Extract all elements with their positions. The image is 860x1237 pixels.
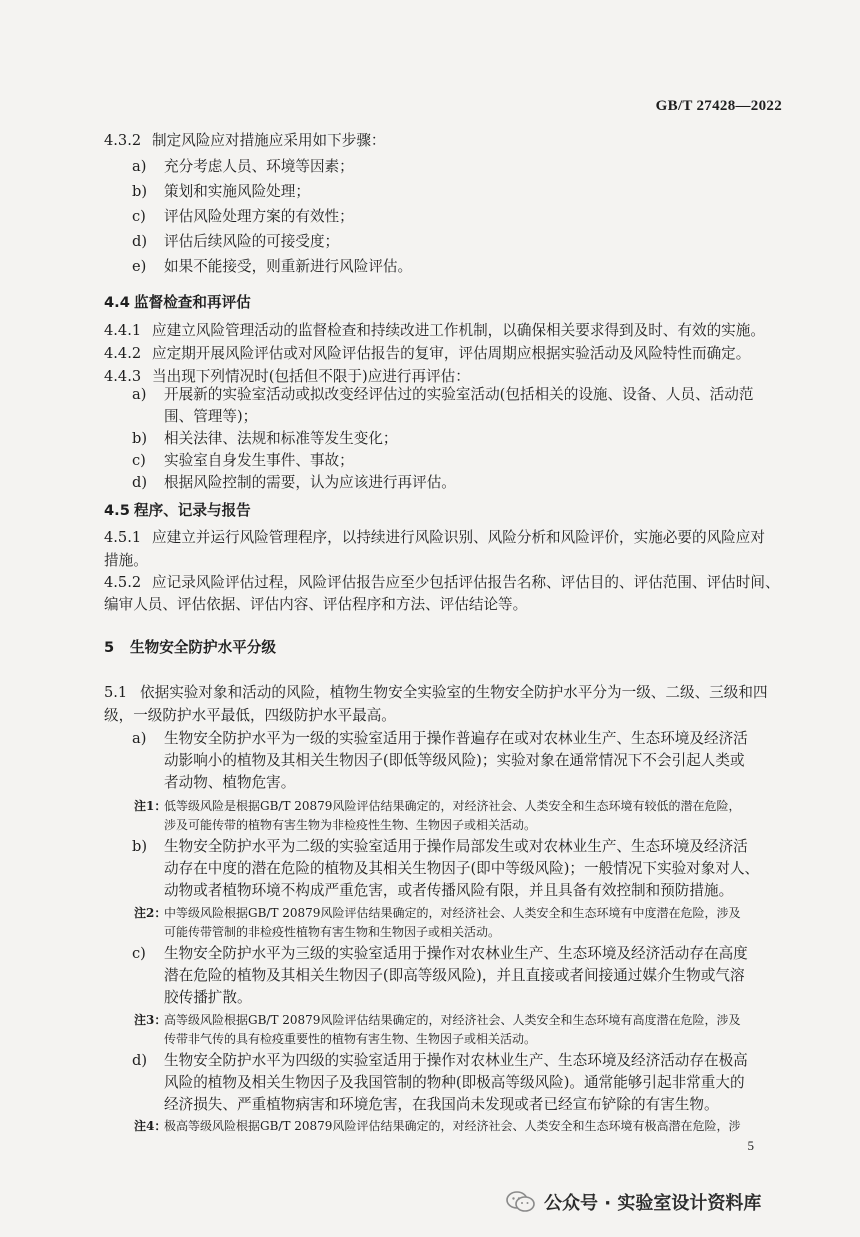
watermark xyxy=(506,1188,761,1216)
note-text: 中等级风险根据GB/T 20879风险评估结果确定的，对经济社会、人类安全和生态环境有中度潜在危险，涉及 xyxy=(164,906,741,920)
list-text: 生物安全防护水平为一级的实验室适用于操作普遍存在或对农林业生产、生态环境及经济活 xyxy=(164,730,748,747)
clause-number: 4.4.3 xyxy=(104,368,142,385)
section-title: 程序、记录与报告 xyxy=(134,502,251,519)
clause-text: 制定风险应对措施应采用如下步骤： xyxy=(152,132,386,149)
list-text: 策划和实施风险处理； xyxy=(164,183,310,200)
list-text: 生物安全防护水平为四级的实验室适用于操作对农林业生产、生态环境及经济活动存在极高 xyxy=(164,1052,748,1069)
note-label: 注1： xyxy=(134,799,167,813)
clause-text: 级，一级防护水平最低，四级防护水平最高。 xyxy=(104,707,396,724)
clause-text: 应建立并运行风险管理程序，以持续进行风险识别、风险分析和风险评价，实施必要的风险应对 xyxy=(152,529,765,546)
note-text: 传带非气传的具有检疫重要性的植物有害生物、生物因子或相关活动。 xyxy=(164,1032,537,1046)
list-label: c) xyxy=(132,945,146,962)
clause-text: 措施。 xyxy=(104,552,148,569)
list-label: d) xyxy=(132,1052,148,1069)
list-label: c) xyxy=(132,452,146,469)
note-label: 注3： xyxy=(134,1013,167,1027)
list-label: b) xyxy=(132,183,148,200)
clause-text: 应记录风险评估过程，风险评估报告应至少包括评估报告名称、评估目的、评估范围、评估时间、 xyxy=(152,574,780,591)
list-text: 生物安全防护水平为二级的实验室适用于操作局部发生或对农林业生产、生态环境及经济活 xyxy=(164,838,748,855)
clause-number: 5.1 xyxy=(104,684,128,701)
list-label: b) xyxy=(132,838,148,855)
list-text: 胶传播扩散。 xyxy=(164,989,252,1006)
clause-number: 4.3.2 xyxy=(104,132,142,149)
clause-text: 应建立风险管理活动的监督检查和持续改进工作机制，以确保相关要求得到及时、有效的实施。 xyxy=(152,322,765,339)
standard-code: GB/T 27428—2022 xyxy=(655,98,782,114)
wechat-icon xyxy=(506,1190,536,1214)
clause-text: 应定期开展风险评估或对风险评估报告的复审，评估周期应根据实验活动及风险特性而确定。 xyxy=(152,345,751,362)
list-text: 评估风险处理方案的有效性； xyxy=(164,208,354,225)
list-text: 动存在中度的潜在危险的植物及其相关生物因子(即中等级风险)；一般情况下实验对象对人、 xyxy=(164,860,760,877)
list-label: c) xyxy=(132,208,146,225)
section-number: 4.5 xyxy=(104,502,130,519)
clause-text: 编审人员、评估依据、评估内容、评估程序和方法、评估结论等。 xyxy=(104,596,528,613)
list-label: e) xyxy=(132,258,147,275)
note-text: 高等级风险根据GB/T 20879风险评估结果确定的，对经济社会、人类安全和生态环境有高度潜在危险，涉及 xyxy=(164,1013,741,1027)
clause-number: 4.5.1 xyxy=(104,529,142,546)
list-text: 潜在危险的植物及其相关生物因子(即高等级风险)，并且直接或者间接通过媒介生物或气溶 xyxy=(164,967,745,984)
clause-number: 4.5.2 xyxy=(104,574,142,591)
watermark-text: 公众号 · 实验室设计资料库 xyxy=(544,1193,762,1214)
section-number: 4.4 xyxy=(104,294,130,311)
list-text: 开展新的实验室活动或拟改变经评估过的实验室活动(包括相关的设施、设备、人员、活动范 xyxy=(164,386,754,403)
list-label: d) xyxy=(132,233,148,250)
note-text: 可能传带管制的非检疫性植物有害生物和生物因子或相关活动。 xyxy=(164,925,501,939)
list-text: 围、管理等)； xyxy=(164,408,258,425)
clause-text: 当出现下列情况时(包括但不限于)应进行再评估： xyxy=(152,368,470,385)
list-text: 生物安全防护水平为三级的实验室适用于操作对农林业生产、生态环境及经济活动存在高度 xyxy=(164,945,748,962)
note-label: 注4： xyxy=(134,1119,167,1133)
note-text: 极高等级风险根据GB/T 20879风险评估结果确定的，对经济社会、人类安全和生态环境有极高潜在危险，涉 xyxy=(164,1119,741,1133)
list-label: b) xyxy=(132,430,148,447)
note-text: 涉及可能传带的植物有害生物为非检疫性生物、生物因子或相关活动。 xyxy=(164,818,537,832)
list-text: 动影响小的植物及其相关生物因子(即低等级风险)；实验对象在通常情况下不会引起人类或 xyxy=(164,752,745,769)
list-label: d) xyxy=(132,474,148,491)
note-label: 注2： xyxy=(134,906,167,920)
list-text: 相关法律、法规和标准等发生变化； xyxy=(164,430,398,447)
list-text: 实验室自身发生事件、事故； xyxy=(164,452,354,469)
section-title: 生物安全防护水平分级 xyxy=(130,639,276,656)
section-number: 5 xyxy=(104,639,115,656)
list-label: a) xyxy=(132,386,147,403)
list-text: 动物或者植物环境不构成严重危害，或者传播风险有限，并且具备有效控制和预防措施。 xyxy=(164,882,734,899)
clause-number: 4.4.1 xyxy=(104,322,142,339)
list-text: 经济损失、严重植物病害和环境危害，在我国尚未发现或者已经宣布铲除的有害生物。 xyxy=(164,1096,719,1113)
list-text: 评估后续风险的可接受度； xyxy=(164,233,340,250)
list-text: 者动物、植物危害。 xyxy=(164,774,296,791)
list-text: 风险的植物及相关生物因子及我国管制的物种(即极高等级风险)。通常能够引起非常重大的 xyxy=(164,1074,745,1091)
note-text: 低等级风险是根据GB/T 20879风险评估结果确定的，对经济社会、人类安全和生态环境有较低的潜在危险， xyxy=(164,799,741,813)
list-text: 根据风险控制的需要，认为应该进行再评估。 xyxy=(164,474,456,491)
page-number: 5 xyxy=(747,1138,754,1153)
list-label: a) xyxy=(132,730,147,747)
list-text: 充分考虑人员、环境等因素； xyxy=(164,158,354,175)
section-title: 监督检查和再评估 xyxy=(134,294,251,311)
clause-number: 4.4.2 xyxy=(104,345,142,362)
clause-text: 依据实验对象和活动的风险，植物生物安全实验室的生物安全防护水平分为一级、二级、三级和四 xyxy=(140,684,768,701)
list-label: a) xyxy=(132,158,147,175)
list-text: 如果不能接受，则重新进行风险评估。 xyxy=(164,258,413,275)
